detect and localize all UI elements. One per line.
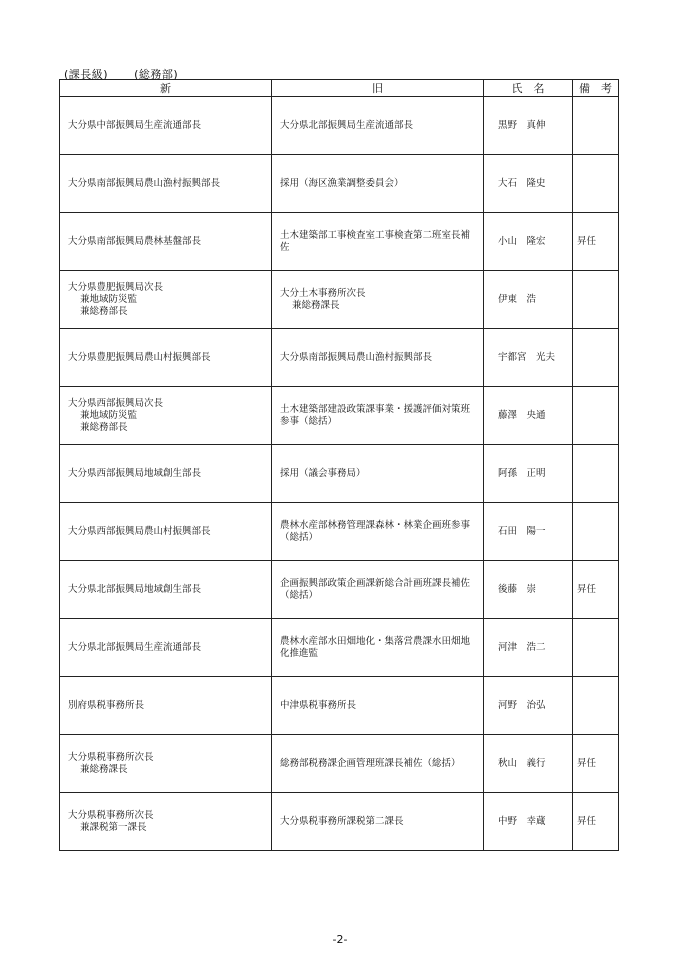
cell-new (60, 793, 272, 851)
new-line: 兼地域防災監 (80, 409, 138, 421)
table-row (60, 387, 619, 445)
rank-label: (課長級) (64, 68, 109, 81)
cell-old (272, 387, 484, 445)
cell-new (60, 735, 272, 793)
table-row (60, 155, 619, 213)
cell-note (573, 445, 619, 503)
cell-old (272, 619, 484, 677)
page-number: -2- (332, 933, 348, 946)
cell-old (272, 503, 484, 561)
cell-name: 石田 陽一 (484, 503, 573, 561)
table-row (60, 561, 619, 619)
cell-new (60, 97, 272, 155)
cell-note: 昇任 (573, 793, 619, 851)
new-line: 別府県税事務所長 (68, 699, 145, 711)
cell-note: 昇任 (573, 735, 619, 793)
table-row (60, 503, 619, 561)
column-header-old: 旧 (272, 80, 484, 97)
cell-new (60, 329, 272, 387)
cell-name: 河野 治弘 (484, 677, 573, 735)
personnel-table (59, 79, 619, 851)
old-line: 中津県税事務所長 (280, 699, 357, 711)
new-line: 大分県西部振興局地域創生部長 (68, 467, 202, 479)
cell-name: 藤澤 央通 (484, 387, 573, 445)
cell-note (573, 677, 619, 735)
cell-old (272, 329, 484, 387)
table-header-row (60, 80, 619, 97)
cell-name: 中野 幸蔵 (484, 793, 573, 851)
new-line: 大分県西部振興局次長 (68, 397, 164, 409)
cell-old (272, 97, 484, 155)
table-row (60, 271, 619, 329)
cell-name: 大石 隆史 (484, 155, 573, 213)
new-line: 大分県北部振興局生産流通部長 (68, 641, 202, 653)
old-line: 大分県南部振興局農山漁村振興部長 (280, 351, 433, 363)
old-line: 農林水産部林務管理課森林・林業企画班参事（総括） (280, 519, 471, 543)
cell-note (573, 97, 619, 155)
cell-note (573, 619, 619, 677)
cell-old (272, 271, 484, 329)
cell-note (573, 155, 619, 213)
new-line: 大分県豊肥振興局農山村振興部長 (68, 351, 211, 363)
cell-old (272, 155, 484, 213)
cell-new (60, 213, 272, 271)
cell-name: 河津 浩二 (484, 619, 573, 677)
table-row (60, 735, 619, 793)
cell-note (573, 387, 619, 445)
cell-new (60, 271, 272, 329)
new-line: 兼総務部長 (80, 305, 128, 317)
cell-old (272, 445, 484, 503)
department-label: (総務部) (134, 68, 179, 81)
old-line: 採用（議会事務局） (280, 467, 366, 479)
new-line: 大分県豊肥振興局次長 (68, 281, 164, 293)
cell-note (573, 503, 619, 561)
cell-old (272, 213, 484, 271)
cell-new (60, 677, 272, 735)
cell-note (573, 329, 619, 387)
cell-old (272, 561, 484, 619)
cell-old (272, 677, 484, 735)
new-line: 兼総務部長 (80, 421, 128, 433)
new-line: 大分県税事務所次長 (68, 751, 154, 763)
cell-new (60, 155, 272, 213)
cell-note: 昇任 (573, 213, 619, 271)
old-line: 兼総務課長 (292, 299, 340, 311)
cell-name: 宇都宮 光夫 (484, 329, 573, 387)
cell-new (60, 387, 272, 445)
cell-note (573, 271, 619, 329)
new-line: 大分県西部振興局農山村振興部長 (68, 525, 211, 537)
cell-name: 阿孫 正明 (484, 445, 573, 503)
table-row (60, 445, 619, 503)
column-header-name: 氏 名 (484, 80, 573, 97)
new-line: 兼総務課長 (80, 763, 128, 775)
new-line: 兼課税第一課長 (80, 821, 147, 833)
new-line: 大分県北部振興局地域創生部長 (68, 583, 202, 595)
new-line: 大分県南部振興局農林基盤部長 (68, 235, 202, 247)
cell-old (272, 793, 484, 851)
old-line: 大分県税事務所課税第二課長 (280, 815, 404, 827)
table-body (60, 97, 619, 851)
cell-old (272, 735, 484, 793)
old-line: 土木建築部建設政策課事業・援護評価対策班参事（総括） (280, 403, 471, 427)
new-line: 大分県税事務所次長 (68, 809, 154, 821)
old-line: 総務部税務課企画管理班課長補佐（総括） (280, 757, 461, 769)
old-line: 企画振興部政策企画課新総合計画班課長補佐（総括） (280, 577, 471, 601)
old-line: 土木建築部工事検査室工事検査第二班室長補佐 (280, 229, 471, 253)
new-line: 兼地域防災監 (80, 293, 138, 305)
cell-new (60, 561, 272, 619)
cell-name: 後藤 崇 (484, 561, 573, 619)
cell-name: 伊東 浩 (484, 271, 573, 329)
old-line: 大分県北部振興局生産流通部長 (280, 119, 414, 131)
cell-new (60, 503, 272, 561)
table-row (60, 619, 619, 677)
table-row (60, 677, 619, 735)
column-header-note: 備 考 (573, 80, 619, 97)
cell-name: 秋山 義行 (484, 735, 573, 793)
old-line: 大分土木事務所次長 (280, 287, 366, 299)
table-row (60, 97, 619, 155)
old-line: 採用（海区漁業調整委員会） (280, 177, 404, 189)
old-line: 農林水産部水田畑地化・集落営農課水田畑地化推進監 (280, 635, 471, 659)
table-row (60, 329, 619, 387)
new-line: 大分県南部振興局農山漁村振興部長 (68, 177, 221, 189)
new-line: 大分県中部振興局生産流通部長 (68, 119, 202, 131)
cell-name: 小山 隆宏 (484, 213, 573, 271)
cell-new (60, 445, 272, 503)
cell-note: 昇任 (573, 561, 619, 619)
table-row (60, 213, 619, 271)
cell-name: 黒野 真伸 (484, 97, 573, 155)
column-header-new: 新 (60, 80, 272, 97)
table-row (60, 793, 619, 851)
cell-new (60, 619, 272, 677)
